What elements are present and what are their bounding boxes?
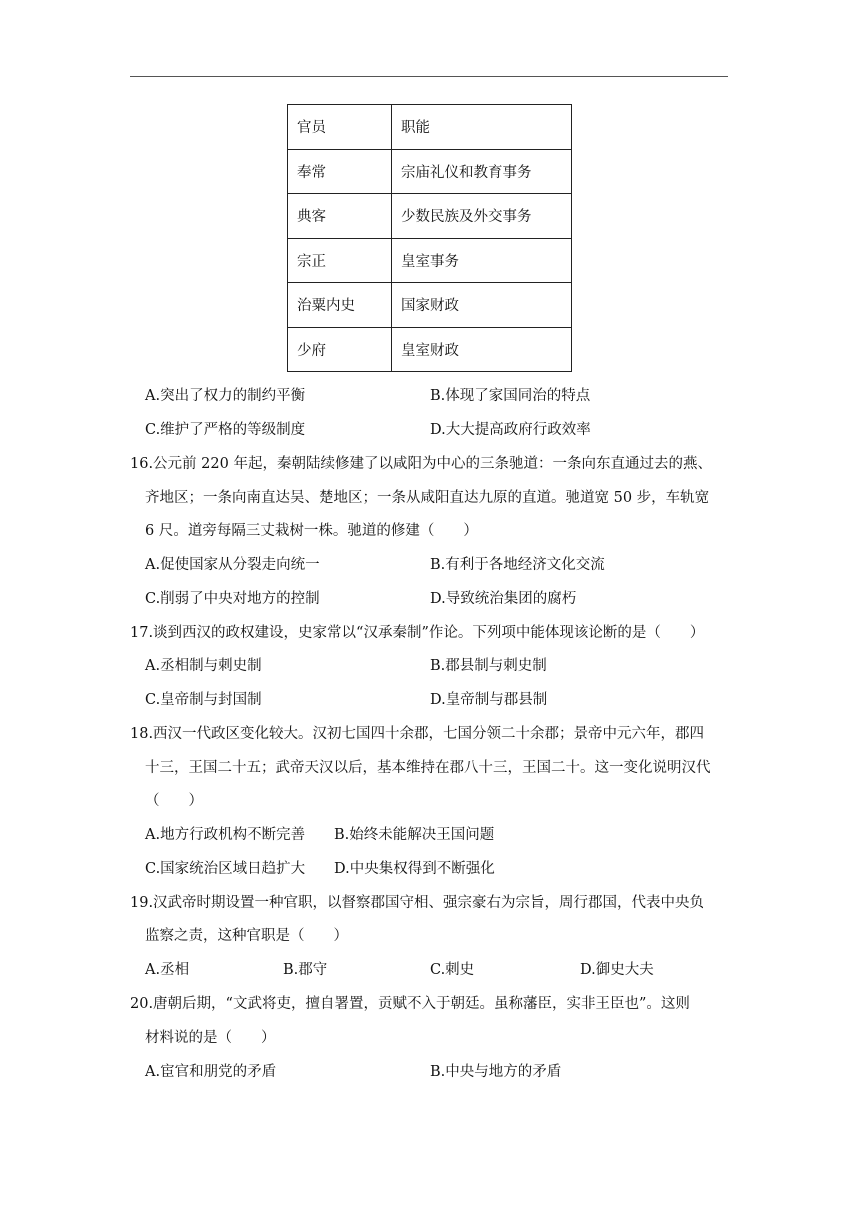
q16-option-a: A.促使国家从分裂走向统一 bbox=[145, 557, 320, 573]
q17-option-a: A.丞相制与刺史制 bbox=[145, 658, 262, 674]
table-cell: 少数民族及外交事务 bbox=[392, 194, 572, 239]
q15-option-b: B.体现了家国同治的特点 bbox=[430, 388, 591, 404]
table-cell: 职能 bbox=[392, 105, 572, 150]
table-cell: 少府 bbox=[288, 327, 392, 372]
table-cell: 国家财政 bbox=[392, 283, 572, 328]
q18-option-c: C.国家统治区域日趋扩大 bbox=[145, 861, 306, 877]
q17-option-d: D.皇帝制与郡县制 bbox=[430, 692, 548, 708]
q15-option-c: C.维护了严格的等级制度 bbox=[145, 422, 306, 438]
table-cell: 典客 bbox=[288, 194, 392, 239]
table-row bbox=[288, 238, 572, 283]
table-cell: 宗正 bbox=[288, 238, 392, 283]
table-row bbox=[288, 149, 572, 194]
table-cell: 官员 bbox=[288, 105, 392, 150]
q16-stem-line-2: 齐地区；一条向南直达吴、楚地区；一条从咸阳直达九原的直道。驰道宽 50 步，车轨宽 bbox=[145, 490, 710, 506]
table-cell: 宗庙礼仪和教育事务 bbox=[392, 149, 572, 194]
q19-option-a: A.丞相 bbox=[145, 962, 190, 978]
table-cell: 治粟内史 bbox=[288, 283, 392, 328]
q20-option-a: A.宦官和朋党的矛盾 bbox=[145, 1064, 277, 1080]
q15-option-a: A.突出了权力的制约平衡 bbox=[145, 388, 306, 404]
q18-option-b: B.始终未能解决王国问题 bbox=[334, 827, 495, 843]
q17-option-b: B.郡县制与刺史制 bbox=[430, 658, 547, 674]
table-cell: 皇室事务 bbox=[392, 238, 572, 283]
q16-stem-line-1: 16.公元前 220 年起，秦朝陆续修建了以咸阳为中心的三条驰道：一条向东直通过去的燕、 bbox=[130, 456, 712, 472]
q20-stem-line-1: 20.唐朝后期，“文武将吏，擅自署置，贡赋不入于朝廷。虽称藩臣，实非王臣也”。这则 bbox=[130, 996, 690, 1012]
q20-stem-line-2: 材料说的是（ ） bbox=[145, 1030, 276, 1046]
q18-stem-line-2: 十三，王国二十五；武帝天汉以后，基本维持在郡八十三，王国二十。这一变化说明汉代 bbox=[145, 760, 711, 776]
q19-stem-line-1: 19.汉武帝时期设置一种官职，以督察郡国守相、强宗豪右为宗旨，周行郡国，代表中央负 bbox=[130, 895, 705, 911]
q17-option-c: C.皇帝制与封国制 bbox=[145, 692, 262, 708]
q18-option-d: D.中央集权得到不断强化 bbox=[334, 861, 495, 877]
table-row bbox=[288, 327, 572, 372]
officials-table bbox=[287, 104, 572, 372]
q19-option-c: C.刺史 bbox=[430, 962, 475, 978]
q16-stem-line-3: 6 尺。道旁每隔三丈栽树一株。驰道的修建（ ） bbox=[145, 523, 478, 539]
table-row bbox=[288, 283, 572, 328]
q15-option-d: D.大大提高政府行政效率 bbox=[430, 422, 591, 438]
q19-option-d: D.御史大夫 bbox=[580, 962, 654, 978]
q18-stem-line-1: 18.西汉一代政区变化较大。汉初七国四十余郡，七国分领二十余郡；景帝中元六年，郡四 bbox=[130, 726, 705, 742]
q16-option-c: C.削弱了中央对地方的控制 bbox=[145, 591, 320, 607]
header-rule bbox=[130, 76, 728, 77]
q18-option-a: A.地方行政机构不断完善 bbox=[145, 827, 306, 843]
q20-option-b: B.中央与地方的矛盾 bbox=[430, 1064, 562, 1080]
q18-stem-line-3: （ ） bbox=[145, 793, 203, 809]
table-cell: 皇室财政 bbox=[392, 327, 572, 372]
table-row bbox=[288, 194, 572, 239]
q16-option-d: D.导致统治集团的腐朽 bbox=[430, 591, 577, 607]
q16-option-b: B.有利于各地经济文化交流 bbox=[430, 557, 605, 573]
q19-stem-line-2: 监察之责，这种官职是（ ） bbox=[145, 928, 348, 944]
q19-option-b: B.郡守 bbox=[283, 962, 328, 978]
q17-stem-line-1: 17.谈到西汉的政权建设，史家常以“汉承秦制”作论。下列项中能体现该论断的是（ ） bbox=[130, 625, 705, 641]
table-cell: 奉常 bbox=[288, 149, 392, 194]
table-row bbox=[288, 105, 572, 150]
